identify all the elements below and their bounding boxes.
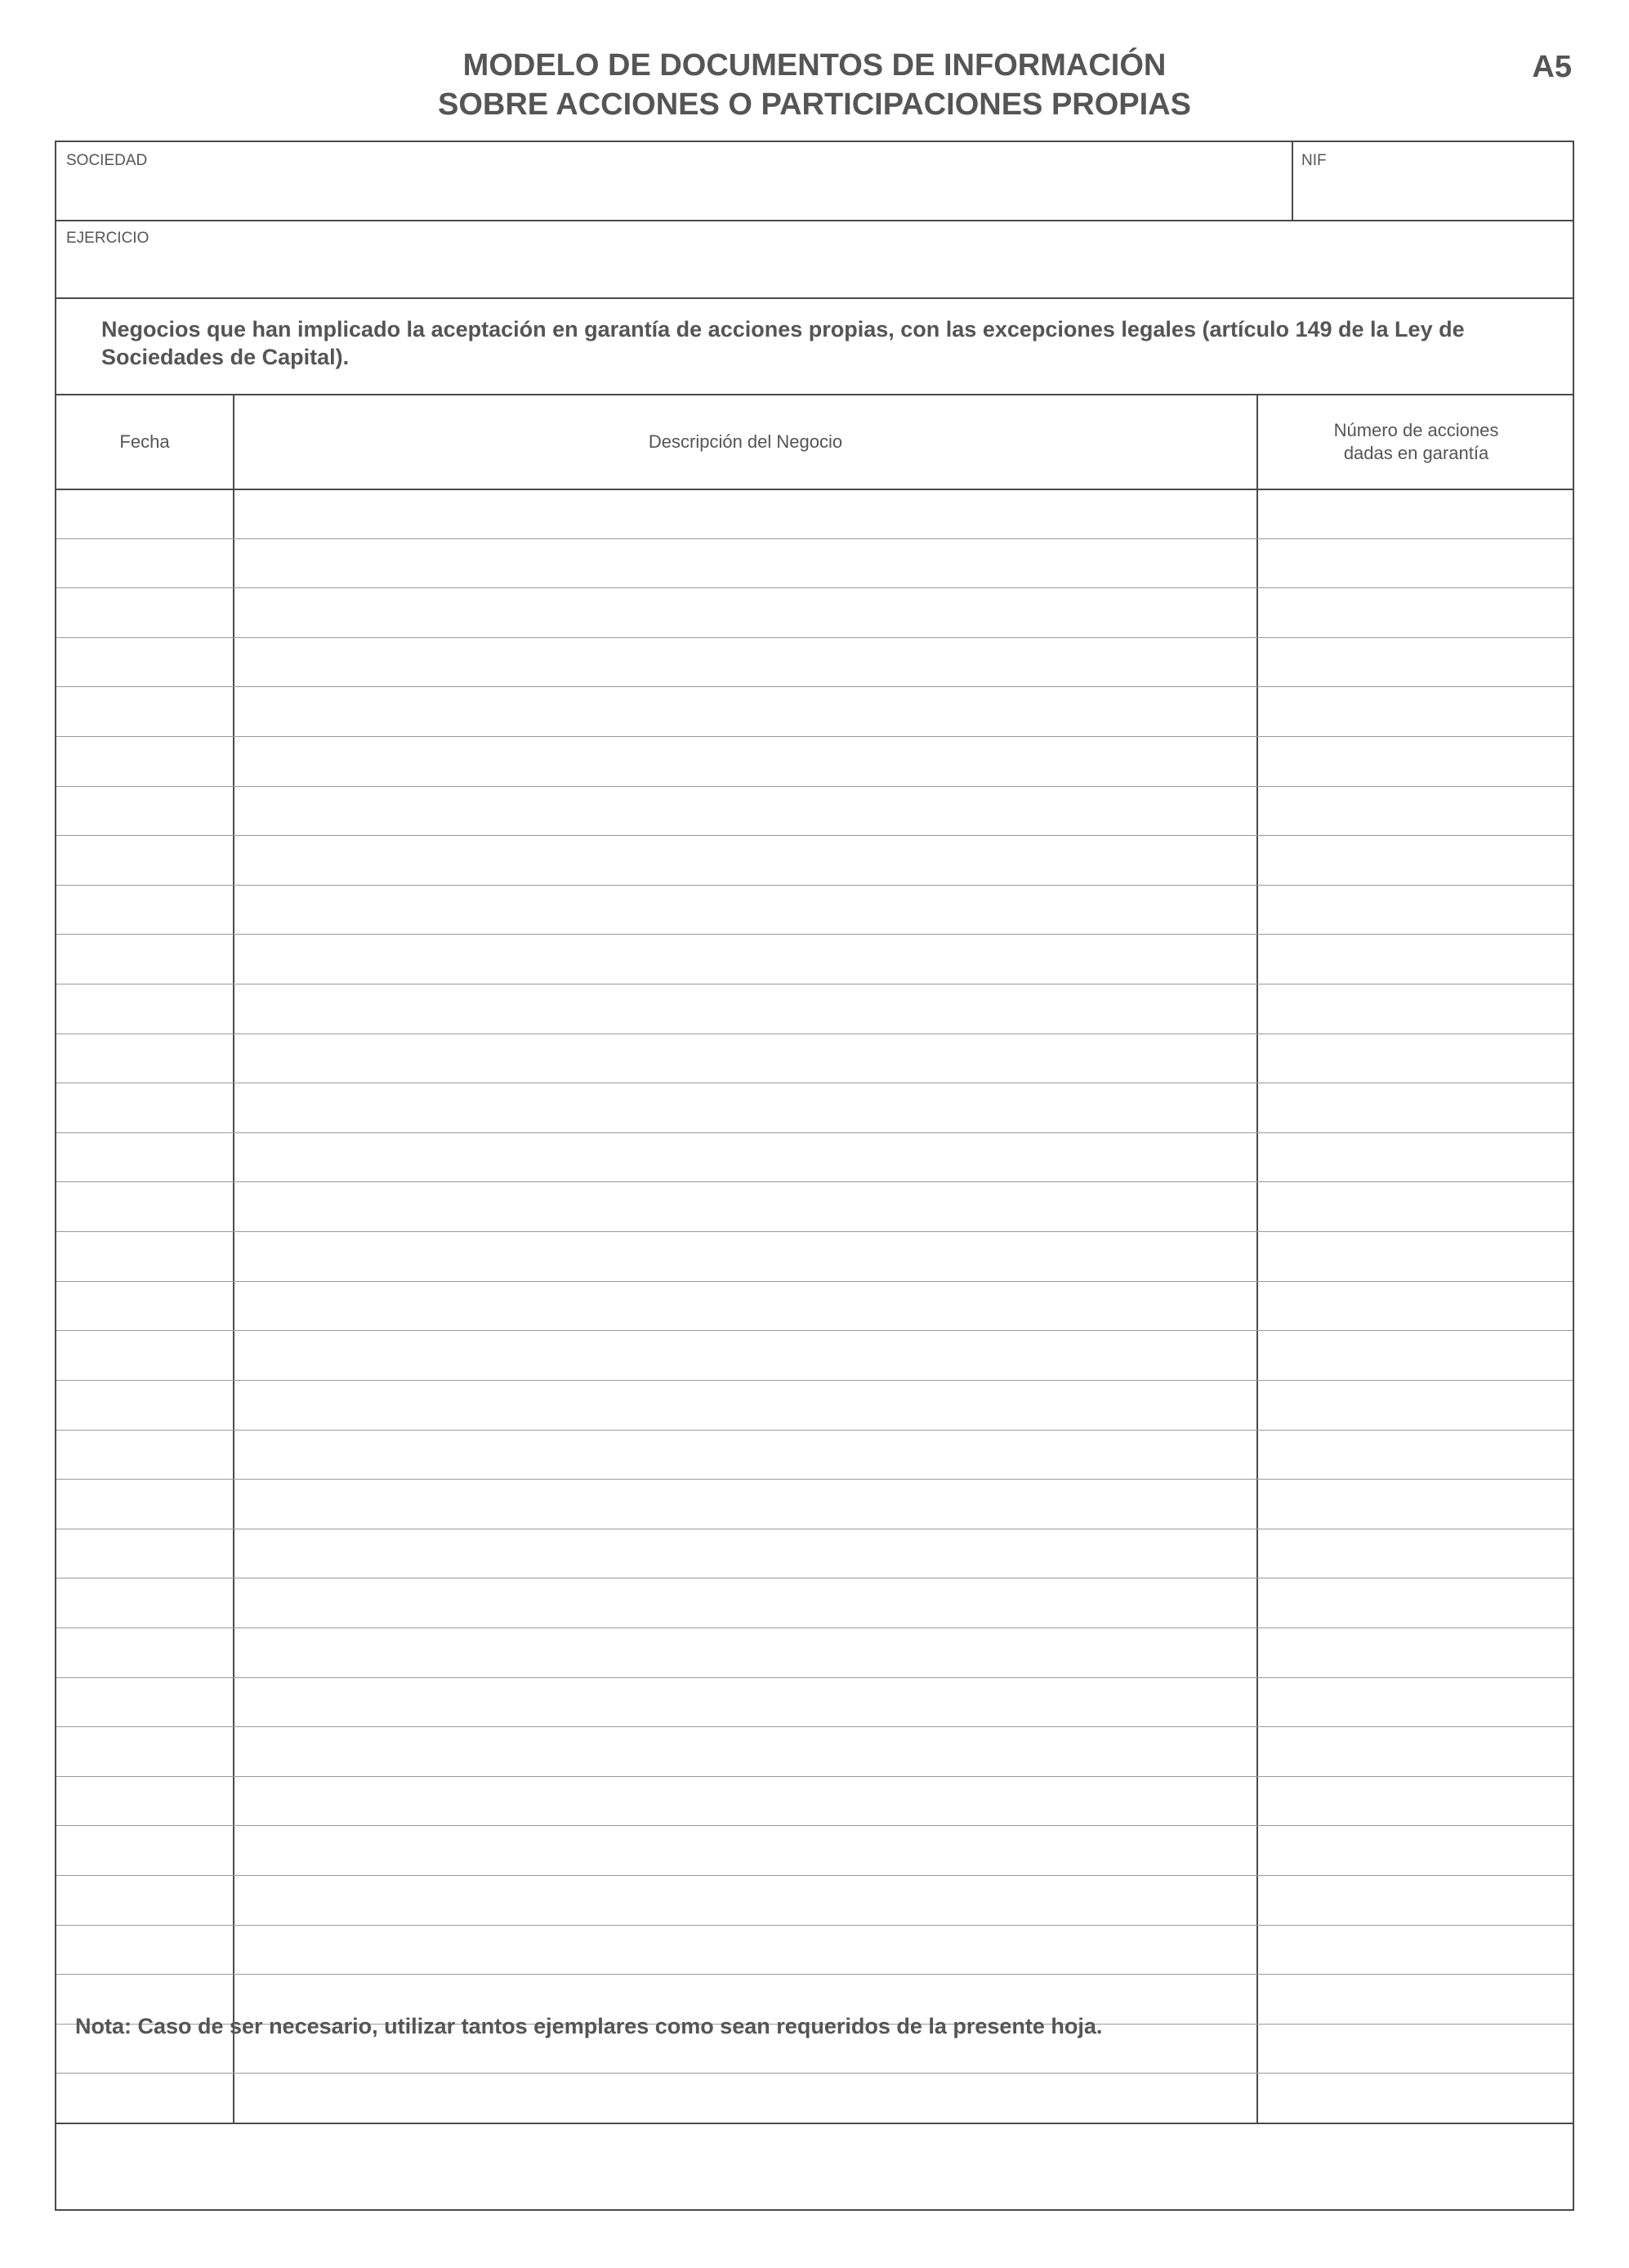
table-row-divider	[56, 1181, 1573, 1182]
cell-fecha[interactable]	[58, 935, 231, 982]
title-line-2: SOBRE ACCIONES O PARTICIPACIONES PROPIAS	[438, 87, 1191, 122]
table-row-divider	[56, 2073, 1573, 2074]
cell-numero-acciones[interactable]	[1260, 1283, 1571, 1329]
cell-numero-acciones[interactable]	[1260, 1778, 1571, 1824]
cell-descripcion[interactable]	[236, 2074, 1255, 2121]
table-row-divider	[56, 1330, 1573, 1331]
cell-descripcion[interactable]	[236, 688, 1255, 734]
table-row-divider	[56, 736, 1573, 737]
table-row-divider	[56, 934, 1573, 935]
col-header-numero-acciones	[1258, 395, 1574, 489]
cell-fecha[interactable]	[58, 1233, 231, 1279]
nif-divider	[1292, 142, 1293, 220]
cell-numero-acciones[interactable]	[1260, 1728, 1571, 1775]
cell-fecha[interactable]	[58, 490, 231, 537]
table-row-divider	[56, 686, 1573, 687]
cell-descripcion[interactable]	[236, 1084, 1255, 1131]
cell-fecha[interactable]	[58, 1084, 231, 1131]
cell-fecha[interactable]	[58, 2074, 231, 2121]
table-row-divider	[56, 1231, 1573, 1232]
cell-fecha[interactable]	[58, 837, 231, 883]
cell-fecha[interactable]	[58, 589, 231, 636]
cell-fecha[interactable]	[58, 688, 231, 734]
cell-fecha[interactable]	[58, 1530, 231, 1577]
cell-numero-acciones[interactable]	[1260, 985, 1571, 1032]
cell-numero-acciones[interactable]	[1260, 589, 1571, 636]
cell-numero-acciones[interactable]	[1260, 2074, 1571, 2121]
cell-fecha[interactable]	[58, 1579, 231, 1626]
col-header-descripcion: Descripción del Negocio	[648, 431, 843, 452]
cell-fecha[interactable]	[58, 738, 231, 784]
cell-fecha[interactable]	[58, 1382, 231, 1428]
table-row-divider	[56, 1825, 1573, 1826]
cell-numero-acciones[interactable]	[1260, 1431, 1571, 1478]
cell-descripcion[interactable]	[236, 1728, 1255, 1775]
divider-sociedad	[56, 220, 1573, 221]
divider-ejercicio	[56, 297, 1573, 299]
cell-numero-acciones[interactable]	[1260, 1183, 1571, 1230]
cell-numero-acciones[interactable]	[1260, 1530, 1571, 1577]
cell-descripcion[interactable]	[236, 1827, 1255, 1873]
cell-descripcion[interactable]	[236, 1530, 1255, 1577]
cell-descripcion[interactable]	[236, 935, 1255, 982]
table-row-divider	[56, 1627, 1573, 1628]
table-row-divider	[56, 1281, 1573, 1282]
cell-descripcion[interactable]	[236, 1679, 1255, 1726]
divider-table-bottom	[56, 2123, 1573, 2124]
table-row-divider	[56, 1726, 1573, 1727]
cell-numero-acciones[interactable]	[1260, 738, 1571, 784]
cell-fecha[interactable]	[58, 1926, 231, 1973]
cell-numero-acciones[interactable]	[1260, 1382, 1571, 1428]
title-line-1: MODELO DE DOCUMENTOS DE INFORMACIÓN	[462, 48, 1167, 83]
table-row-divider	[56, 1776, 1573, 1777]
cell-descripcion[interactable]	[236, 837, 1255, 883]
cell-numero-acciones[interactable]	[1260, 837, 1571, 883]
table-row-divider	[56, 1875, 1573, 1876]
cell-descripcion[interactable]	[236, 1134, 1255, 1181]
cell-descripcion[interactable]	[236, 788, 1255, 834]
cell-numero-acciones[interactable]	[1260, 490, 1571, 537]
cell-fecha[interactable]	[58, 886, 231, 933]
cell-fecha[interactable]	[58, 1480, 231, 1527]
cell-numero-acciones[interactable]	[1260, 1926, 1571, 1973]
table-row-divider	[56, 1925, 1573, 1926]
cell-fecha[interactable]	[58, 540, 231, 587]
cell-descripcion[interactable]	[236, 589, 1255, 636]
table-row-divider	[56, 786, 1573, 787]
cell-numero-acciones[interactable]	[1260, 1827, 1571, 1873]
cell-descripcion[interactable]	[236, 1382, 1255, 1428]
sociedad-label: SOCIEDAD	[66, 152, 148, 169]
ejercicio-field[interactable]	[58, 252, 1569, 295]
cell-numero-acciones[interactable]	[1260, 1084, 1571, 1131]
cell-numero-acciones[interactable]	[1260, 1035, 1571, 1082]
cell-fecha[interactable]	[58, 1134, 231, 1181]
cell-fecha[interactable]	[58, 1283, 231, 1329]
cell-fecha[interactable]	[58, 1778, 231, 1824]
cell-fecha[interactable]	[58, 639, 231, 685]
cell-descripcion[interactable]	[236, 1926, 1255, 1973]
cell-numero-acciones[interactable]	[1260, 1332, 1571, 1378]
cell-descripcion[interactable]	[236, 1579, 1255, 1626]
cell-numero-acciones[interactable]	[1260, 1579, 1571, 1626]
table-row-divider	[56, 1974, 1573, 1975]
cell-descripcion[interactable]	[236, 1035, 1255, 1082]
document-title	[0, 46, 1629, 124]
cell-numero-acciones[interactable]	[1260, 1877, 1571, 1923]
cell-descripcion[interactable]	[236, 1183, 1255, 1230]
cell-fecha[interactable]	[58, 1679, 231, 1726]
cell-descripcion[interactable]	[236, 886, 1255, 933]
ejercicio-label: EJERCICIO	[66, 230, 150, 247]
table-row-divider	[56, 1380, 1573, 1381]
col-divider-fecha	[233, 394, 234, 2123]
table-row-divider	[56, 637, 1573, 638]
nif-label: NIF	[1301, 152, 1327, 169]
cell-descripcion[interactable]	[236, 1283, 1255, 1329]
cell-fecha[interactable]	[58, 1332, 231, 1378]
cell-fecha[interactable]	[58, 1183, 231, 1230]
cell-descripcion[interactable]	[236, 985, 1255, 1032]
cell-fecha[interactable]	[58, 985, 231, 1032]
table-row-divider	[56, 885, 1573, 886]
col-header-numero-acciones-text: Número de acciones dadas en garantía	[1333, 420, 1499, 463]
cell-fecha[interactable]	[58, 788, 231, 834]
col-header-fecha: Fecha	[119, 431, 170, 452]
cell-numero-acciones[interactable]	[1260, 688, 1571, 734]
cell-numero-acciones[interactable]	[1260, 540, 1571, 587]
table-row-divider	[56, 1479, 1573, 1480]
table-row-divider	[56, 587, 1573, 588]
cell-descripcion[interactable]	[236, 738, 1255, 784]
table-row-divider	[56, 1430, 1573, 1431]
cell-descripcion[interactable]	[236, 540, 1255, 587]
cell-numero-acciones[interactable]	[1260, 886, 1571, 933]
cell-numero-acciones[interactable]	[1260, 1480, 1571, 1527]
cell-numero-acciones[interactable]	[1260, 1679, 1571, 1726]
nif-field[interactable]	[1295, 175, 1571, 217]
cell-fecha[interactable]	[58, 1431, 231, 1478]
cell-fecha[interactable]	[58, 1629, 231, 1676]
sociedad-field[interactable]	[58, 175, 1288, 217]
col-divider-descripcion	[1256, 394, 1258, 2123]
cell-descripcion[interactable]	[236, 1233, 1255, 1279]
table-row-divider	[56, 1677, 1573, 1678]
cell-fecha[interactable]	[58, 1035, 231, 1082]
table-row-divider	[56, 835, 1573, 836]
footer-note: Nota: Caso de ser necesario, utilizar tantos ejemplares como sean requeridos de la presente hoja.	[75, 2014, 1103, 2038]
form-code: A5	[1532, 50, 1572, 84]
cell-descripcion[interactable]	[236, 639, 1255, 685]
cell-numero-acciones[interactable]	[1260, 1629, 1571, 1676]
cell-numero-acciones[interactable]	[1260, 1233, 1571, 1279]
cell-numero-acciones[interactable]	[1260, 788, 1571, 834]
cell-descripcion[interactable]	[236, 1877, 1255, 1923]
cell-numero-acciones[interactable]	[1260, 935, 1571, 982]
cell-descripcion[interactable]	[236, 1480, 1255, 1527]
cell-fecha[interactable]	[58, 1877, 231, 1923]
cell-numero-acciones[interactable]	[1260, 1976, 1571, 2022]
section-heading: Negocios que han implicado la aceptación en garantía de acciones propias, con las excepciones legales (artículo 149 de la Ley de Sociedades de Capital).	[101, 317, 1465, 369]
cell-descripcion[interactable]	[236, 1431, 1255, 1478]
cell-fecha[interactable]	[58, 1827, 231, 1873]
form-frame	[55, 141, 1574, 2211]
cell-numero-acciones[interactable]	[1260, 639, 1571, 685]
cell-descripcion[interactable]	[236, 1332, 1255, 1378]
table-row-divider	[56, 1132, 1573, 1133]
cell-descripcion[interactable]	[236, 490, 1255, 537]
cell-numero-acciones[interactable]	[1260, 2025, 1571, 2072]
cell-descripcion[interactable]	[236, 1629, 1255, 1676]
cell-fecha[interactable]	[58, 1728, 231, 1775]
cell-descripcion[interactable]	[236, 1778, 1255, 1824]
cell-numero-acciones[interactable]	[1260, 1134, 1571, 1181]
table-row-divider	[56, 538, 1573, 539]
